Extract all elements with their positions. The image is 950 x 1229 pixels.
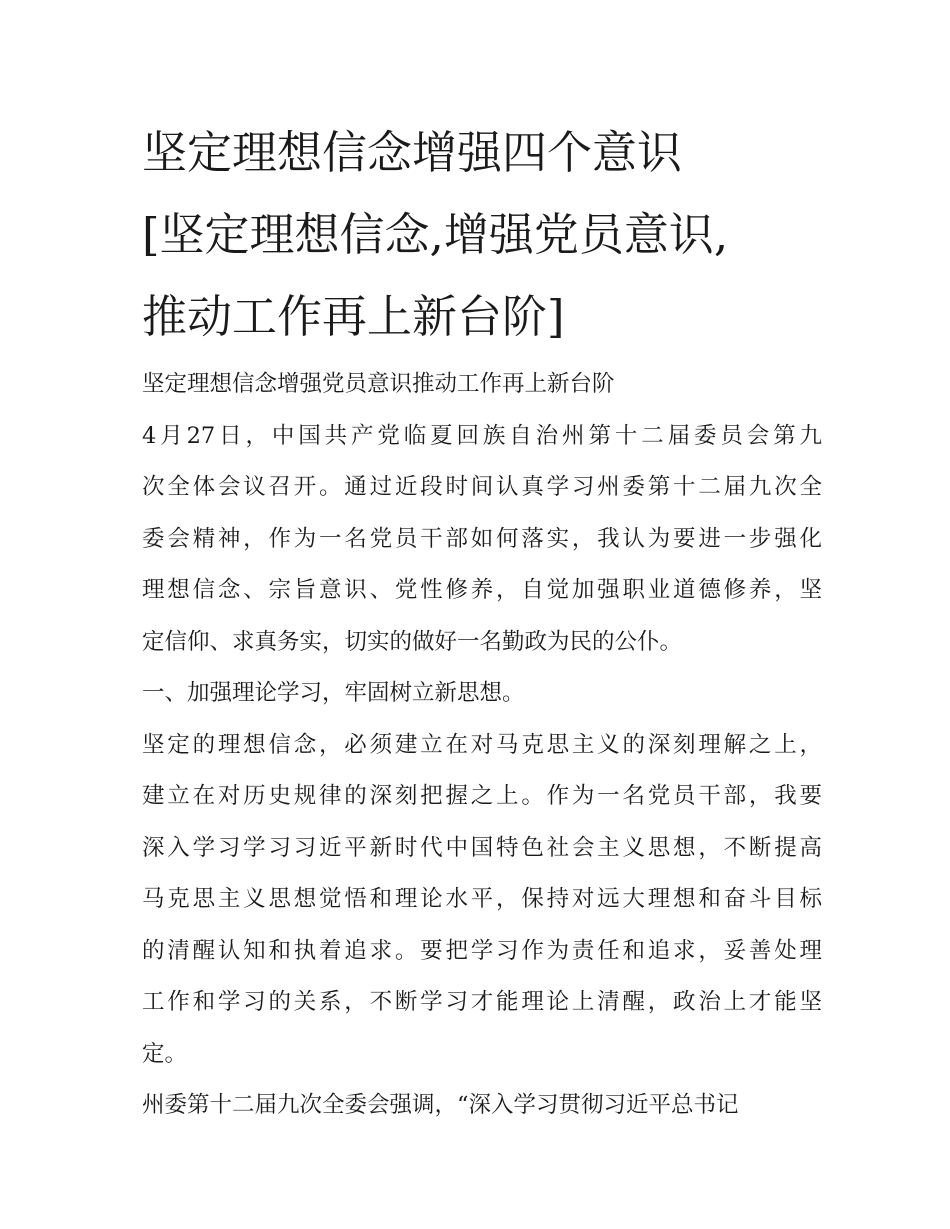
subtitle-paragraph	[142, 359, 822, 411]
text-line: 4月27日，中国共产党临夏回族自治州第十二届委员会第九	[142, 422, 822, 449]
text-line: 州委第十二届九次全委会强调，“深入学习贯彻习近平总书记	[142, 1092, 739, 1118]
body-paragraph	[142, 720, 822, 1081]
text-line: 理想信念、宗旨意识、党性修养，自觉加强职业道德修养，坚	[142, 577, 822, 603]
document-title	[142, 112, 832, 358]
title-line: 坚定理想信念增强四个意识	[142, 126, 683, 179]
text-line: 委会精神，作为一名党员干部如何落实，我认为要进一步强化	[142, 525, 822, 552]
text-line: 次全体会议召开。通过近段时间认真学习州委第十二届九次全	[142, 474, 822, 500]
text-line: 工作和学习的关系，不断学习才能理论上清醒，政治上才能坚	[142, 989, 822, 1015]
document-body	[142, 359, 822, 1132]
body-paragraph	[142, 1080, 822, 1132]
subtitle-line: 坚定理想信念增强党员意识推动工作再上新台阶	[142, 371, 615, 397]
section-heading	[142, 668, 822, 720]
body-paragraph	[142, 411, 822, 669]
section-heading-line: 一、加强理论学习，牢固树立新思想。	[142, 680, 525, 706]
title-line: [坚定理想信念,增强党员意识,	[142, 208, 729, 261]
text-line: 定。	[142, 1040, 188, 1067]
text-line: 的清醒认知和执着追求。要把学习作为责任和追求，妥善处理	[142, 937, 822, 964]
text-line: 马克思主义思想觉悟和理论水平，保持对远大理想和奋斗目标	[142, 886, 822, 912]
text-line: 深入学习学习习近平新时代中国特色社会主义思想，不断提高	[142, 834, 822, 861]
text-line: 定信仰、求真务实，切实的做好一名勤政为民的公仆。	[142, 628, 683, 655]
title-line: 推动工作再上新台阶]	[142, 290, 565, 343]
text-line: 坚定的理想信念，必须建立在对马克思主义的深刻理解之上，	[142, 731, 822, 758]
text-line: 建立在对历史规律的深刻把握之上。作为一名党员干部，我要	[142, 783, 822, 809]
